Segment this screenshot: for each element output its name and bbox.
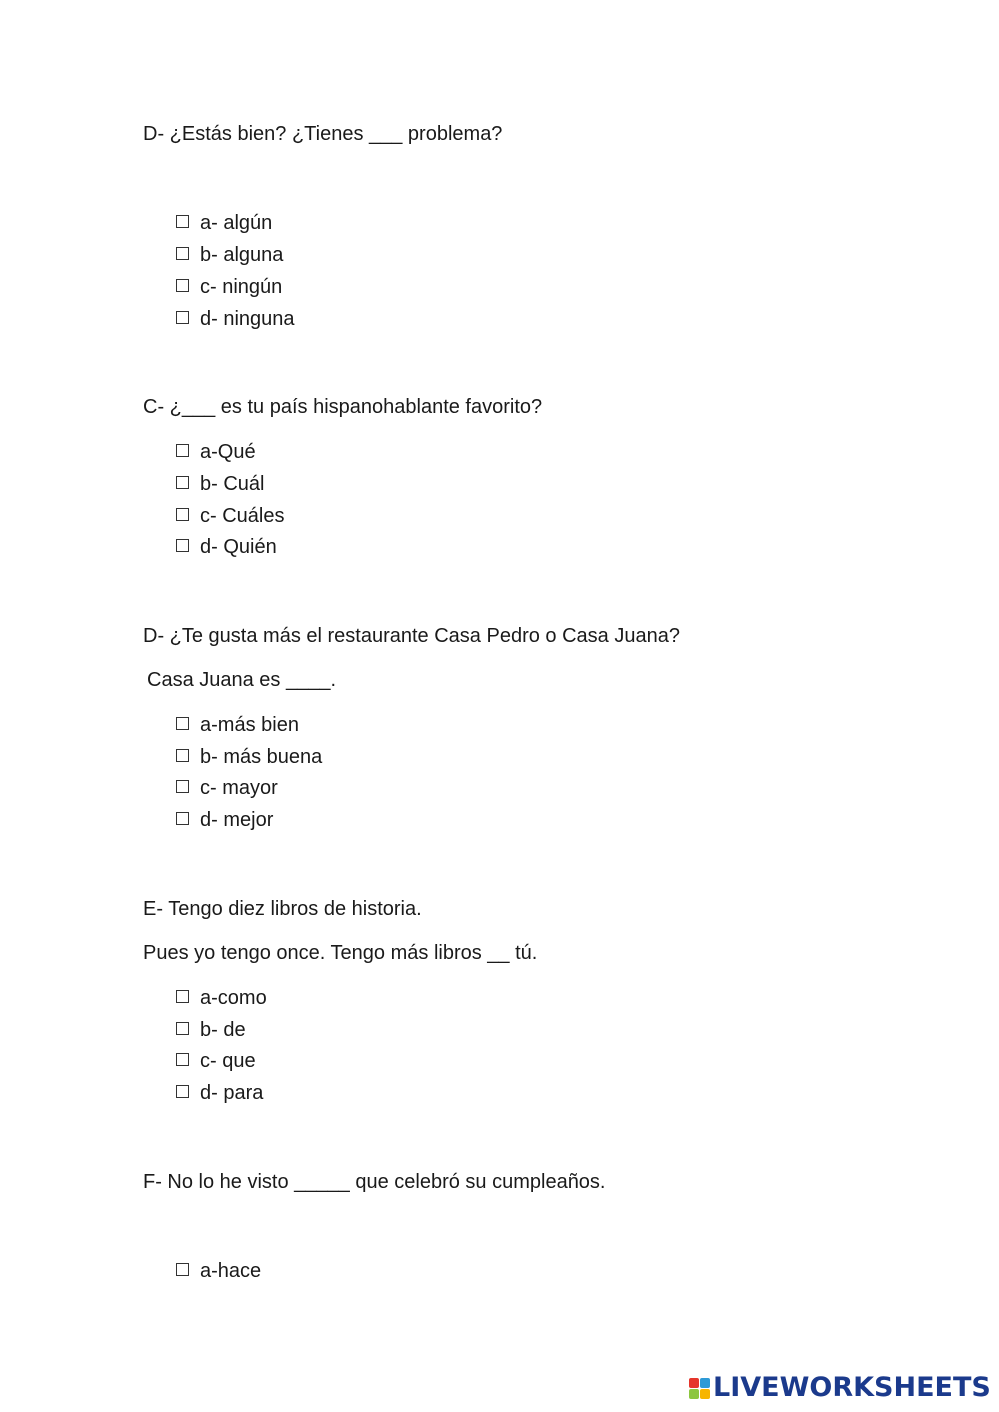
question-4-prompt: E- Tengo diez libros de historia. [143, 898, 422, 920]
question-5-prompt: F- No lo he visto _____ que celebró su cumpleaños. [143, 1171, 606, 1193]
option-label: c- que [200, 1050, 256, 1072]
question-2-option-c[interactable] [176, 504, 284, 528]
question-2-option-d[interactable] [176, 535, 277, 559]
question-1-option-c[interactable] [176, 275, 282, 299]
liveworksheets-logo [689, 1373, 991, 1403]
question-3-option-b[interactable] [176, 745, 322, 769]
question-5-option-a[interactable] [176, 1259, 261, 1283]
logo-mark-tile [700, 1378, 710, 1388]
checkbox[interactable] [176, 247, 189, 260]
checkbox[interactable] [176, 780, 189, 793]
checkbox[interactable] [176, 1022, 189, 1035]
checkbox[interactable] [176, 311, 189, 324]
checkbox[interactable] [176, 1263, 189, 1276]
option-label: b- alguna [200, 244, 284, 266]
option-label: a-hace [200, 1260, 262, 1282]
question-2-option-a[interactable] [176, 440, 256, 464]
question-4-option-c[interactable] [176, 1049, 256, 1073]
checkbox[interactable] [176, 1053, 189, 1066]
checkbox[interactable] [176, 717, 189, 730]
logo-mark-tile [689, 1378, 699, 1388]
option-label: c- mayor [200, 777, 278, 799]
option-label: a-como [200, 987, 267, 1009]
question-3-option-d[interactable] [176, 808, 273, 832]
option-label: b- más buena [200, 746, 323, 768]
option-label: b- Cuál [200, 473, 265, 495]
checkbox[interactable] [176, 990, 189, 1003]
option-label: a-más bien [200, 714, 299, 736]
question-3-option-a[interactable] [176, 713, 299, 737]
question-4-option-b[interactable] [176, 1018, 246, 1042]
question-4-option-d[interactable] [176, 1081, 263, 1105]
checkbox[interactable] [176, 215, 189, 228]
question-1-option-a[interactable] [176, 211, 272, 235]
option-label: c- ningún [200, 276, 283, 298]
question-2-prompt: C- ¿___ es tu país hispanohablante favorito? [143, 396, 543, 418]
checkbox[interactable] [176, 444, 189, 457]
logo-mark-tile [689, 1389, 699, 1399]
checkbox[interactable] [176, 476, 189, 489]
option-label: a-Qué [200, 441, 256, 463]
option-label: c- Cuáles [200, 505, 285, 527]
option-label: d- para [200, 1082, 264, 1104]
checkbox[interactable] [176, 812, 189, 825]
checkbox[interactable] [176, 508, 189, 521]
question-1-option-b[interactable] [176, 243, 283, 267]
question-3-prompt-line-2: Casa Juana es ____. [147, 669, 337, 691]
question-3-prompt: D- ¿Te gusta más el restaurante Casa Pedro o Casa Juana? [143, 625, 680, 647]
logo-text: LIVEWORKSHEETS [713, 1372, 991, 1403]
option-label: d- mejor [200, 809, 274, 831]
option-label: b- de [200, 1019, 246, 1041]
logo-mark-tile [700, 1389, 710, 1399]
checkbox[interactable] [176, 1085, 189, 1098]
question-4-option-a[interactable] [176, 986, 267, 1010]
question-2-option-b[interactable] [176, 472, 264, 496]
liveworksheets-logo-icon [689, 1378, 710, 1399]
option-label: d- Quién [200, 536, 277, 558]
question-1-option-d[interactable] [176, 307, 295, 331]
question-1-prompt: D- ¿Estás bien? ¿Tienes ___ problema? [143, 123, 503, 145]
checkbox[interactable] [176, 539, 189, 552]
option-label: d- ninguna [200, 308, 295, 330]
option-label: a- algún [200, 212, 273, 234]
question-4-prompt-line-2: Pues yo tengo once. Tengo más libros __ tú. [143, 942, 538, 964]
question-3-option-c[interactable] [176, 776, 278, 800]
checkbox[interactable] [176, 749, 189, 762]
checkbox[interactable] [176, 279, 189, 292]
